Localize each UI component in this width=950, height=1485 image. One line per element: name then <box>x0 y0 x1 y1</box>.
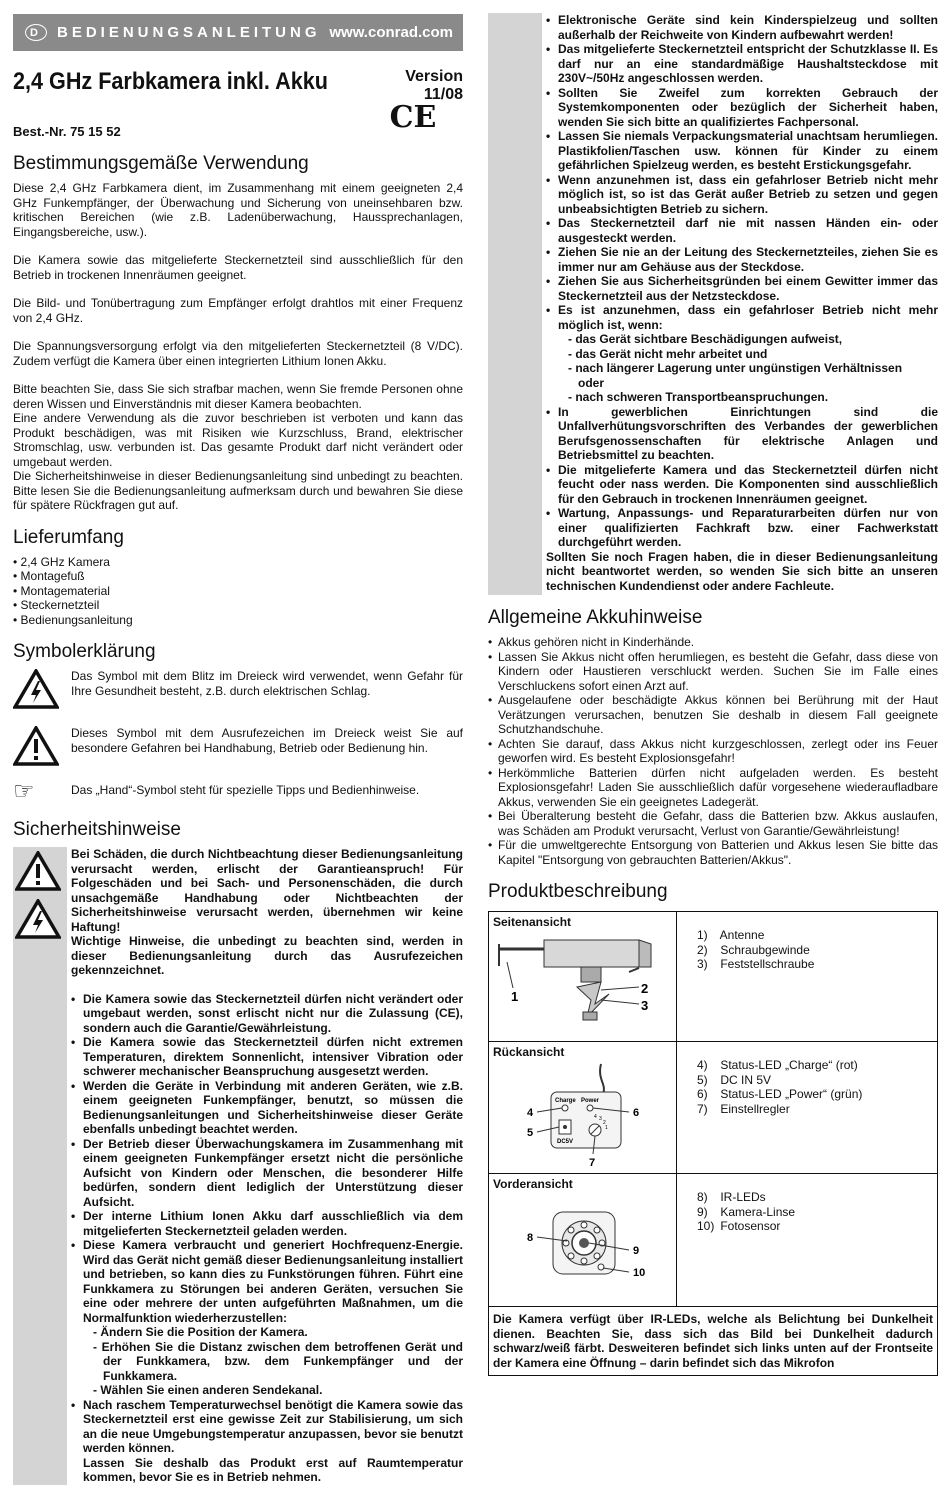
power-label: Power <box>581 1098 600 1104</box>
banner-title: BEDIENUNGSANLEITUNG <box>57 24 321 41</box>
website-link[interactable]: www.conrad.com <box>329 24 453 41</box>
product-title: 2,4 GHz Farbkamera inkl. Akku <box>13 68 328 95</box>
symbol-row-lightning <box>13 669 463 714</box>
list-item: • Ziehen Sie aus Sicherheitsgründen bei einem Gewitter immer das Steckernetzteil aus der Netzsteckdose. <box>546 274 938 303</box>
list-item: • Der Betrieb dieser Überwachungskamera im Zusammenhang mit einem geeigneten Funkempfänger ersetzt nicht die persönliche Aufsicht von Kindern oder Menschen, die besonderer Hilfe bedürfen, sondern dient lediglich der Unterstützung dieser Aufsicht. <box>71 1137 463 1210</box>
header-banner <box>13 14 463 51</box>
table-row <box>489 1042 938 1174</box>
usage-p5: Bitte beachten Sie, dass Sie sich strafbar machen, wenn Sie fremde Personen ohne deren Wissen und Einverständnis mit dieser Kamera beobachten. <box>13 382 463 411</box>
title-row <box>13 68 463 135</box>
list-item: • Lassen Sie niemals Verpackungsmaterial unachtsam herumliegen. Plastikfolien/Taschen usw. können für Kinder zu einem gefährlichen Spielzeug werden, es besteht Erstickungsgefahr. <box>546 129 938 173</box>
list-item: • Bei Überalterung besteht die Gefahr, dass die Batterien bzw. Akkus auslaufen, was Schäden am Produkt verursacht, Verlust von Garantie/Gewährleistung! <box>488 809 938 838</box>
dash-item: - nach schweren Transportbeanspruchungen. <box>568 390 829 404</box>
table-row <box>489 1174 938 1307</box>
callout-9: 9 <box>633 1245 640 1257</box>
callout-5: 5 <box>527 1127 534 1139</box>
safety-intro: Bei Schäden, die durch Nichtbeachtung dieser Bedienungsanleitung verursacht werden, erlischt der Garantieanspruch! Für Folgeschäden und bei Sach- und Personenschäden, die durch unsachgemäße Handhabung oder Nichtbeachten der Sicherheitshinweise verursacht werden, übernehmen wir keine Haftung! <box>71 847 463 934</box>
list-item: • Für die umweltgerechte Entsorgung von Batterien und Akkus lesen Sie bitte das Kapitel "Entsorgung von gebrauchten Batterien/Akkus". <box>488 838 938 867</box>
table-row <box>489 1307 938 1376</box>
description-heading: Produktbeschreibung <box>488 881 668 902</box>
list-item: • Lassen Sie Akkus nicht offen herumliegen, es besteht die Gefahr, dass diese von Kindern oder Haustieren verschluckt werden. Suchen Sie im Falle eines Verschluckens sofort einen Arzt auf. <box>488 650 938 694</box>
list-item: 7) Einstellregler <box>697 1101 790 1116</box>
back-view-label: Rückansicht <box>493 1045 565 1059</box>
back-parts-list <box>677 1042 937 1116</box>
exclamation-warning-icon <box>15 851 67 896</box>
table-row <box>489 912 938 1042</box>
usage-p6: Eine andere Verwendung als die zuvor beschrieben ist verboten und kann das Produkt beschädigen, was mit Risiken wie Kurzschluss, Brand, elektrischer Stromschlag, usw. verbunden ist. Das gesamte Produkt darf nicht verändert oder umgebaut werden. <box>13 411 463 469</box>
list-item: 4) Status-LED „Charge“ (rot) <box>697 1058 858 1072</box>
list-item: • Der interne Lithium Ionen Akku darf ausschließlich via dem mitgelieferten Steckernetzteil geladen werden. <box>71 1209 463 1238</box>
list-item: • Elektronische Geräte sind kein Kinderspielzeug und sollten außerhalb der Reichweite von Kindern aufbewahrt werden! <box>546 13 938 42</box>
safety-cont-list <box>546 13 938 550</box>
side-view-label: Seitenansicht <box>493 915 572 929</box>
safety-block <box>13 847 463 1485</box>
usage-p1: Diese 2,4 GHz Farbkamera dient, im Zusammenhang mit einem geeigneten 2,4 GHz Funkempfänger, der Überwachung und Sicherung von uneinsehbaren bzw. kritischen Bereichen (wie z.B. Ladenüberwachung, Haussprechanlagen, Eingangsbereiche, usw.). <box>13 181 463 239</box>
list-item: • Ziehen Sie nie an der Leitung des Steckernetzteiles, ziehen Sie es immer nur am Gehäuse aus der Steckdose. <box>546 245 938 274</box>
dial-label-3: 3 <box>599 1116 602 1122</box>
dash-item: - das Gerät nicht mehr arbeitet und <box>568 346 768 361</box>
list-item: • Sollten Sie Zweifel zum korrekten Gebrauch der Systemkomponenten oder bezüglich der Sicherheit haben, wenden Sie sich bitte an qualifiziertes Fachpersonal. <box>546 86 938 130</box>
order-number: Best.-Nr. 75 15 52 <box>13 124 121 139</box>
callout-1: 1 <box>511 989 519 1004</box>
side-view-figure <box>489 932 675 1032</box>
list-item: • Die mitgelieferte Kamera und das Steckernetzteil dürfen nicht feucht oder nass werden. Die Komponenten sind ausschließlich für den Gebrauch in trockenen Innenräumen geeignet. <box>546 463 938 507</box>
list-item: • Nach raschem Temperaturwechsel benötigt die Kamera sowie das Steckernetzteil erst eine gewisse Zeit zur Stabilisierung, um sich an die neue Umgebungstemperatur anzupassen, bevor sie benutzt werden können. Lassen Sie deshalb das Produkt erst auf Raumtemperatur kommen, bevor Sie es in Betrieb nehmen. <box>71 1398 463 1485</box>
callout-2: 2 <box>641 981 649 996</box>
list-item: • Diese Kamera verbraucht und generiert Hochfrequenz-Energie. Wird das Gerät nicht gemäß dieser Bedienungsanleitung installiert und betrieben, so kann dies zu Funkstörungen führen. Führt eine Funkkamera zu Störungen bei anderen Geräten, versuchen Sie eine oder mehrere der unten aufgeführten Maßnahmen, um die Normalfunktion wiederherzustellen: - Ändern Sie die Position der Kamera. - Erhöhen Sie die Distanz zwischen dem betroffenen Gerät und der Funkkamera, bzw. dem Funkempfänger und der Funkkamera. - Wählen Sie einen anderen Sendekanal. <box>71 1238 463 1398</box>
list-item: • Bedienungsanleitung <box>13 613 463 628</box>
list-item: • Wartung, Anpassungs- und Reparaturarbeiten dürfen nur von einer qualifizierten Fachkraft bzw. einer Fachwerkstatt durchgeführt werden. <box>546 506 938 550</box>
front-view-figure <box>489 1194 675 1302</box>
dash-item: - das Gerät sichtbare Beschädigungen aufweist, <box>568 332 843 346</box>
list-item: • Das mitgelieferte Steckernetzteil entspricht der Schutzklasse II. Es darf nur an eine standardmäßige Haushaltsteckdose mit 230V~/50Hz angeschlossen werden. <box>546 42 938 86</box>
lightning-warning-icon <box>13 669 71 714</box>
front-parts-list <box>677 1174 937 1234</box>
list-item: 9) Kamera-Linse <box>697 1204 796 1219</box>
list-item: 10) Fotosensor <box>697 1219 781 1233</box>
list-item: • Akkus gehören nicht in Kinderhände. <box>488 635 938 650</box>
safety-intro2: Wichtige Hinweise, die unbedingt zu beachten sind, werden in dieser Bedienungsanleitung durch das Ausrufezeichen gekennzeichnet. <box>71 934 463 977</box>
symbol-lightning-text: Das Symbol mit dem Blitz im Dreieck wird verwendet, wenn Gefahr für Ihre Gesundheit besteht, z.B. durch elektrischen Schlag. <box>71 669 463 698</box>
battery-heading: Allgemeine Akkuhinweise <box>488 607 703 628</box>
list-item: • Es ist anzunehmen, dass ein gefahrloser Betrieb nicht mehr möglich ist, wenn: - das Gerät sichtbare Beschädigungen aufweist, - das Gerät nicht mehr arbeitet und - nach längerer Lagerung unter ungünstigen Verhältnissen oder - nach schweren Transportbeanspruchungen. <box>546 303 938 405</box>
list-item: • Ausgelaufene oder beschädigte Akkus können bei Berührung mit der Haut Verätzungen verursachen, benutzen Sie deshalb in diesem Fall geeignete Schutzhandschuhe. <box>488 693 938 737</box>
dash-item: oder <box>578 375 605 390</box>
list-item: • In gewerblichen Einrichtungen sind die Unfallverhütungsvorschriften des Verbandes der gewerblichen Berufsgenossenschaften für elektrische Anlagen und Betriebsmittel zu beachten. <box>546 405 938 463</box>
dash-item: - Erhöhen Sie die Distanz zwischen dem betroffenen Gerät und der Funkkamera, bzw. dem Funkempfänger und der Funkkamera. <box>93 1339 463 1383</box>
symbol-row-hand <box>13 778 463 805</box>
list-item: • Werden die Geräte in Verbindung mit anderen Geräten, wie z.B. einem geeigneten Funkempfänger, benutzt, so müssen die Bedienungsanleitungen und Sicherheitshinweise dieser Geräte ebenfalls unbedingt beachtet werden. <box>71 1079 463 1137</box>
list-item: • Montagematerial <box>13 584 463 599</box>
callout-4: 4 <box>527 1107 534 1119</box>
exclamation-warning-icon <box>13 726 71 771</box>
dash-item: - nach längerer Lagerung unter ungünstigen Verhältnissen <box>568 361 903 375</box>
description-note: Die Kamera verfügt über IR-LEDs, welche als Belichtung bei Dunkelheit dienen. Beachten Sie, dass sich das Bild bei Dunkelheit dadurch schwarz/weiß färbt. Desweiteren befindet sich links unten auf der Frontseite der Kamera eine Öffnung – darin befindet sich das Mikrofon <box>493 1312 933 1370</box>
list-item: 2) Schraubgewinde <box>697 942 810 957</box>
list-item: 6) Status-LED „Power“ (grün) <box>697 1087 863 1101</box>
usage-heading: Bestimmungsgemäße Verwendung <box>13 153 309 174</box>
usage-p3: Die Bild- und Tonübertragung zum Empfänger erfolgt drahtlos mit einer Frequenz von 2,4 GHz. <box>13 296 463 325</box>
usage-p4: Die Spannungsversorgung erfolgt via den mitgelieferten Steckernetzteil (8 V/DC). Zudem verfügt die Kamera über einen integrierten Lithium Ionen Akku. <box>13 339 463 368</box>
ce-mark-icon: CE <box>389 100 437 135</box>
list-item: • Wenn anzunehmen ist, dass ein gefahrloser Betrieb nicht mehr möglich ist, so ist das Gerät außer Betrieb zu setzen und gegen unbeabsichtigten Betrieb zu sichern. <box>546 173 938 217</box>
list-item: • Achten Sie darauf, dass Akkus nicht kurzgeschlossen, zerlegt oder ins Feuer geworfen wird. Es besteht Explosionsgefahr! <box>488 737 938 766</box>
delivery-list <box>13 555 463 628</box>
list-item: • Herkömmliche Batterien dürfen nicht aufgeladen werden. Es besteht Explosionsgefahr! Laden Sie ausschließlich dafür vorgesehene wiederaufladbare Akkus, verwenden Sie ein geeignetes Ladegerät. <box>488 766 938 810</box>
dc-label: DC5V <box>557 1139 574 1145</box>
list-item: 8) IR-LEDs <box>697 1190 766 1204</box>
safety-closing: Sollten Sie noch Fragen haben, die in dieser Bedienungsanleitung nicht beantwortet werden, so wenden Sie sich bitte an unseren technischen Kundendienst oder andere Fachleute. <box>546 549 938 593</box>
front-view-label: Vorderansicht <box>493 1177 573 1191</box>
usage-p2: Die Kamera sowie das mitgelieferte Steckernetzteil sind ausschließlich für den Betrieb in trockenen Innenräumen geeignet. <box>13 253 463 282</box>
list-item: • Die Kamera sowie das Steckernetzteil dürfen nicht extremen Temperaturen, direktem Sonnenlicht, intensiver Vibration oder schwerer mechanischer Beanspruchung ausgesetzt werden. <box>71 1035 463 1079</box>
safety-list <box>71 992 463 1485</box>
version-label: Version 11/08 <box>405 68 463 103</box>
list-item: • 2,4 GHz Kamera <box>13 555 463 570</box>
usage-p7: Die Sicherheitshinweise in dieser Bedienungsanleitung sind unbedingt zu beachten. Bitte lesen Sie die Bedienungsanleitung aufmerksam durch und bewahren Sie diese für spätere Rückfragen gut auf. <box>13 469 463 512</box>
callout-8: 8 <box>527 1232 534 1244</box>
lightning-warning-icon <box>15 899 67 944</box>
symbol-exclamation-text: Dieses Symbol mit dem Ausrufezeichen im Dreieck weist Sie auf besondere Gefahren bei Handhabung, Betrieb oder Bedienung hin. <box>71 726 463 755</box>
symbol-hand-text: Das „Hand“-Symbol steht für spezielle Tipps und Bedienhinweise. <box>71 783 420 797</box>
list-item: 5) DC IN 5V <box>697 1072 772 1087</box>
left-column <box>13 14 463 1485</box>
callout-10: 10 <box>633 1267 646 1279</box>
language-badge: D <box>25 24 47 41</box>
dial-label-2: 2 <box>603 1120 606 1126</box>
right-column <box>488 13 938 1376</box>
product-table <box>488 911 938 1376</box>
back-view-figure <box>489 1062 675 1170</box>
callout-6: 6 <box>633 1107 640 1119</box>
list-item: 1) Antenne <box>697 928 765 942</box>
list-item: • Das Steckernetzteil darf nie mit nassen Händen ein- oder ausgesteckt werden. <box>546 216 938 245</box>
symbols-heading: Symbolerklärung <box>13 641 156 662</box>
safety-heading: Sicherheitshinweise <box>13 819 181 840</box>
callout-3: 3 <box>641 998 649 1013</box>
side-parts-list <box>677 912 937 972</box>
callout-7: 7 <box>589 1157 596 1169</box>
list-item: • Die Kamera sowie das Steckernetzteil dürfen nicht verändert oder umgebaut werden, sonst erlischt nicht nur die Zulassung (CE), sondern auch die Garantie/Gewährleistung. <box>71 992 463 1036</box>
pointing-hand-icon: ☞ <box>13 778 35 805</box>
list-item: 3) Feststellschraube <box>697 957 815 971</box>
dial-label-1: 1 <box>605 1125 608 1131</box>
delivery-heading: Lieferumfang <box>13 526 124 548</box>
battery-list <box>488 635 938 867</box>
dial-label-4: 4 <box>594 1114 597 1120</box>
list-item: • Steckernetzteil <box>13 598 463 613</box>
list-item: • Montagefuß <box>13 569 463 584</box>
symbol-row-exclamation <box>13 726 463 771</box>
safety-continued-block <box>488 13 938 595</box>
dash-item: - Ändern Sie die Position der Kamera. <box>93 1325 308 1339</box>
charge-label: Charge <box>555 1098 576 1104</box>
dash-item: - Wählen Sie einen anderen Sendekanal. <box>93 1383 323 1397</box>
